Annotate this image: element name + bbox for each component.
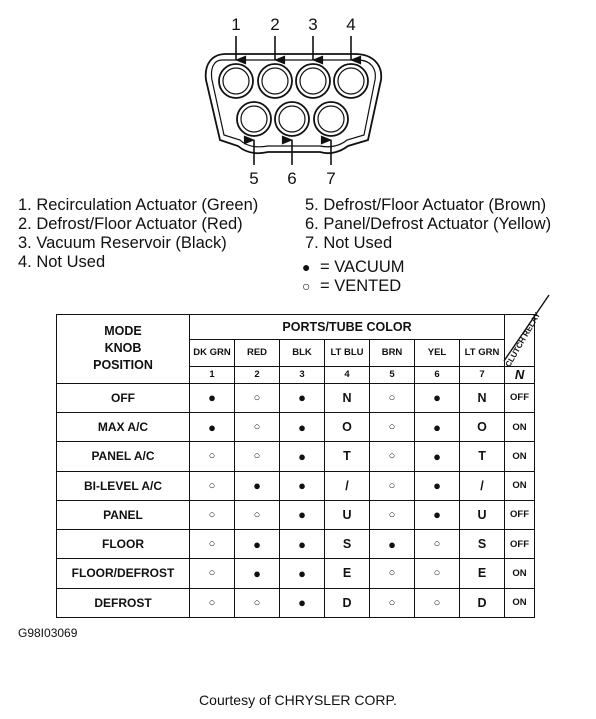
vacuum-dot-icon: ● [415,383,460,412]
tube-color-header: RED [235,339,280,366]
vacuum-connector-diagram [0,0,596,195]
port-cell: / [325,471,370,500]
vented-ring-icon: ○ [415,588,460,617]
label-port-3: 3 [308,15,318,34]
vacuum-dot-icon: ● [190,412,235,441]
port-1 [219,64,253,98]
vented-ring-icon: ○ [370,412,415,441]
vacuum-dot-icon: ● [190,383,235,412]
bottom-ports [237,102,348,136]
port-cell: D [325,588,370,617]
vacuum-dot-icon: ● [280,559,325,588]
port-cell: O [460,412,505,441]
port-5 [237,102,271,136]
mode-label: BI-LEVEL A/C [57,471,190,500]
vented-ring-icon: ○ [235,412,280,441]
port-number-header: 3 [280,366,325,383]
vented-ring-icon: ○ [415,530,460,559]
port-cell: T [325,442,370,471]
vented-ring-icon: ○ [302,278,311,294]
port-legend-right [305,196,551,253]
tube-color-header: LT BLU [325,339,370,366]
vented-ring-icon: ○ [370,471,415,500]
port-cell: S [325,530,370,559]
port-number-header: 2 [235,366,280,383]
mode-label: PANEL [57,500,190,529]
vacuum-dot-icon: ● [302,259,311,275]
mode-label: OFF [57,383,190,412]
tube-color-header: YEL [415,339,460,366]
vacuum-dot-icon: ● [280,471,325,500]
table-row [57,383,535,412]
label-port-6: 6 [287,169,297,188]
vacuum-dot-icon: ● [280,530,325,559]
vacuum-key-label: = VACUUM [320,258,405,276]
mode-label: FLOOR/DEFROST [57,559,190,588]
port-2 [258,64,292,98]
table-row [57,530,535,559]
mode-label: MAX A/C [57,412,190,441]
legend-item: 4. Not Used [18,253,106,271]
table-row [57,471,535,500]
clutch-relay-header [503,311,543,369]
vented-key [302,277,405,296]
tube-color-header: DK GRN [190,339,235,366]
ports-tube-color-header: PORTS/TUBE COLOR [190,315,505,340]
port-number-header: 5 [370,366,415,383]
tube-color-header: BLK [280,339,325,366]
clutch-relay-state: ON [505,442,535,471]
port-number-header: 4 [325,366,370,383]
figure-code: G98I03069 [18,626,78,640]
legend-item: 6. Panel/Defrost Actuator (Yellow) [305,215,552,233]
clutch-relay-state: ON [505,471,535,500]
port-cell: U [325,500,370,529]
vacuum-dot-icon: ● [415,471,460,500]
vented-ring-icon: ○ [370,383,415,412]
clutch-symbol: N [514,367,525,383]
vented-ring-icon: ○ [190,500,235,529]
mode-label: PANEL A/C [57,442,190,471]
clutch-relay-state: ON [505,588,535,617]
port-4 [334,64,368,98]
vented-ring-icon: ○ [370,500,415,529]
vented-ring-icon: ○ [190,588,235,617]
vented-ring-icon: ○ [190,442,235,471]
vented-ring-icon: ○ [370,442,415,471]
label-port-1: 1 [231,15,241,34]
port-cell: N [460,383,505,412]
clutch-relay-state: ON [505,412,535,441]
port-cell: / [460,471,505,500]
courtesy-credit: Courtesy of CHRYSLER CORP. [199,692,397,708]
clutch-relay-state: OFF [505,500,535,529]
vacuum-dot-icon: ● [370,530,415,559]
vacuum-dot-icon: ● [415,442,460,471]
port-number-header: 1 [190,366,235,383]
vented-ring-icon: ○ [235,442,280,471]
table-row [57,559,535,588]
mode-label: DEFROST [57,588,190,617]
port-cell: S [460,530,505,559]
port-legend-left [18,196,258,272]
vented-ring-icon: ○ [190,559,235,588]
vented-ring-icon: ○ [190,471,235,500]
legend-item: 7. Not Used [305,234,393,252]
port-cell: N [325,383,370,412]
clutch-relay-label: CLUTCH RELAY [503,311,543,369]
port-7 [314,102,348,136]
vacuum-dot-icon: ● [235,471,280,500]
vacuum-dot-icon: ● [280,383,325,412]
legend-item: 2. Defrost/Floor Actuator (Red) [18,215,243,233]
port-3 [296,64,330,98]
vacuum-dot-icon: ● [235,559,280,588]
vacuum-dot-icon: ● [280,588,325,617]
vented-ring-icon: ○ [235,500,280,529]
port-cell: D [460,588,505,617]
port-6 [275,102,309,136]
tube-color-header: BRN [370,339,415,366]
vented-ring-icon: ○ [235,383,280,412]
vacuum-dot-icon: ● [415,500,460,529]
mode-knob-position-header: MODE KNOB POSITION [57,315,190,384]
port-number-header: 6 [415,366,460,383]
label-port-5: 5 [249,169,259,188]
vented-ring-icon: ○ [235,588,280,617]
label-port-2: 2 [270,15,280,34]
vacuum-key [302,258,405,277]
port-cell: E [325,559,370,588]
vented-ring-icon: ○ [370,588,415,617]
legend-item: 1. Recirculation Actuator (Green) [18,196,259,214]
port-cell: T [460,442,505,471]
vented-ring-icon: ○ [370,559,415,588]
vacuum-dot-icon: ● [280,412,325,441]
vacuum-dot-icon: ● [280,500,325,529]
legend-item: 3. Vacuum Reservoir (Black) [18,234,227,252]
label-port-4: 4 [346,15,356,34]
table-row [57,588,535,617]
symbol-key [302,258,405,296]
mode-ports-table [56,311,543,618]
port-cell: O [325,412,370,441]
tube-color-header: LT GRN [460,339,505,366]
vacuum-dot-icon: ● [415,412,460,441]
clutch-relay-state: ON [505,559,535,588]
vacuum-dot-icon: ● [280,442,325,471]
port-cell: U [460,500,505,529]
clutch-relay-state: OFF [505,383,535,412]
mode-label: FLOOR [57,530,190,559]
table-row [57,442,535,471]
vented-ring-icon: ○ [190,530,235,559]
vented-ring-icon: ○ [415,559,460,588]
label-port-7: 7 [326,169,336,188]
port-number-header: 7 [460,366,505,383]
top-ports [219,64,368,98]
vacuum-dot-icon: ● [235,530,280,559]
vented-key-label: = VENTED [320,277,402,295]
legend-item: 5. Defrost/Floor Actuator (Brown) [305,196,547,214]
table-row [57,500,535,529]
port-cell: E [460,559,505,588]
clutch-relay-state: OFF [505,530,535,559]
table-row [57,412,535,441]
